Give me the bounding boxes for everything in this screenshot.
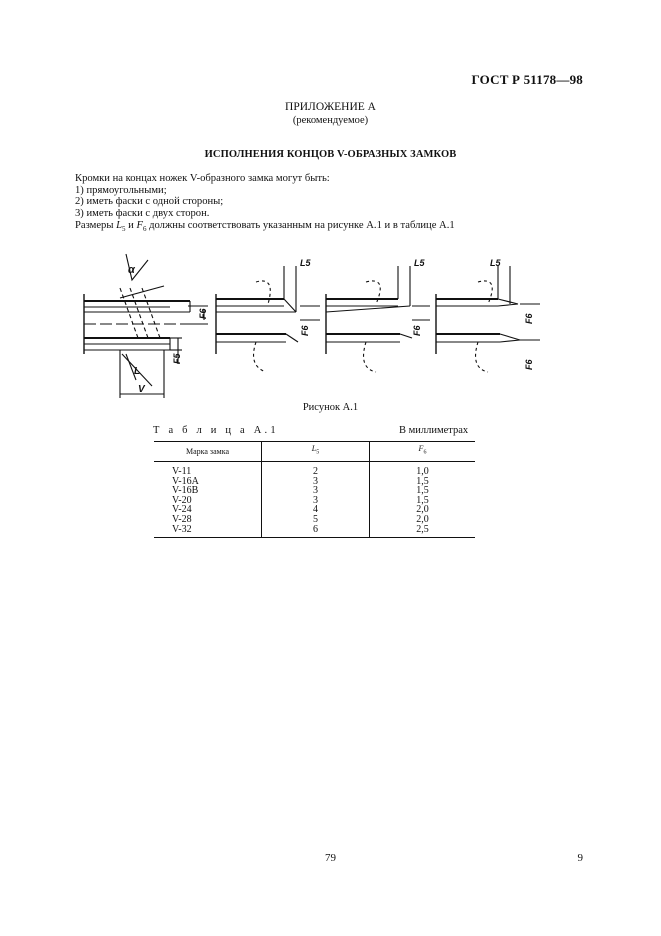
list-item: 2) иметь фаски с одной стороны; <box>75 196 224 208</box>
page-number: 79 <box>325 852 336 864</box>
header-f6 <box>370 442 476 462</box>
l5-label-view4: L5 <box>490 258 501 268</box>
f6-label-view4-bottom: F6 <box>524 359 534 370</box>
table-header-row <box>154 442 475 462</box>
list-item: 1) прямоугольными; <box>75 184 167 196</box>
table-row <box>154 525 475 538</box>
l5-label-view2: L5 <box>300 258 311 268</box>
header-f-sub: 6 <box>423 450 427 456</box>
cell-l5: 2 <box>262 462 370 477</box>
cell-mark: V-11 <box>172 466 192 477</box>
f6-label-view4-top: F6 <box>524 313 534 324</box>
f6-symbol: F <box>136 219 143 231</box>
view-rectangular-ends <box>216 258 320 372</box>
view-two-side-chamfer <box>436 258 540 372</box>
sizes-suffix: должны соответствовать указанным на рисунке А.1 и в таблице А.1 <box>146 219 455 231</box>
l-label: L <box>134 366 141 377</box>
l5-label-view3: L5 <box>414 258 425 268</box>
cell-mark: V-24 <box>172 504 192 516</box>
l5-subscript: 5 <box>122 224 126 233</box>
list-item: 3) иметь фаски с двух сторон. <box>75 208 210 220</box>
cell-f6: 1,5 <box>370 496 476 506</box>
f6-label-view3: F6 <box>412 325 422 336</box>
cell-f6: 2,5 <box>370 525 476 538</box>
table-row <box>154 462 475 477</box>
sheet-number: 9 <box>577 852 583 864</box>
sizes-prefix: Размеры <box>75 219 117 231</box>
f6-subscript: 6 <box>142 224 147 233</box>
cell-mark: V-20 <box>172 494 192 506</box>
cell-l5: 6 <box>262 525 370 538</box>
appendix-subtitle: (рекомендуемое) <box>292 115 369 126</box>
appendix-title: ПРИЛОЖЕНИЕ А <box>285 101 376 113</box>
cell-l5: 4 <box>262 505 370 515</box>
figure-caption: Рисунок А.1 <box>302 402 359 413</box>
f6-label-view2: F6 <box>300 325 310 336</box>
cell-f6: 1,0 <box>370 462 476 477</box>
body-text <box>75 173 595 236</box>
cell-f6: 2,0 <box>370 505 476 515</box>
v-label: V <box>138 384 145 395</box>
cell-l5: 3 <box>262 496 370 506</box>
cell-f6: 2,0 <box>370 515 476 525</box>
view-assembled <box>84 254 208 398</box>
cell-f6: 1,5 <box>370 477 476 487</box>
table-label: Т а б л и ц а А.1 <box>153 425 279 436</box>
cell-mark: V-28 <box>172 513 192 525</box>
table-units: В миллиметрах <box>399 425 469 436</box>
cell-mark: V-32 <box>154 525 262 538</box>
l5-symbol: L <box>116 219 123 231</box>
lock-sizes-table <box>154 441 475 538</box>
standard-code: ГОСТ Р 51178—98 <box>471 72 583 87</box>
sizes-paragraph <box>75 220 595 236</box>
alpha-label: α <box>128 264 135 276</box>
cell-l5: 3 <box>262 486 370 496</box>
f6-label-view1: F6 <box>198 308 208 319</box>
header-l5 <box>262 442 370 462</box>
view-one-side-chamfer <box>326 258 430 372</box>
section-title: ИСПОЛНЕНИЯ КОНЦОВ V-ОБРАЗНЫХ ЗАМКОВ <box>204 149 457 160</box>
cell-l5: 3 <box>262 477 370 487</box>
header-f-symbol: F <box>418 444 424 454</box>
header-l-sub: 5 <box>316 450 320 456</box>
f5-label: F5 <box>172 353 182 364</box>
cell-mark: V-16B <box>172 485 199 497</box>
appendix-heading <box>0 101 661 127</box>
cell-l5: 5 <box>262 515 370 525</box>
intro-paragraph: Кромки на концах ножек V-образного замка могут быть: <box>75 173 330 184</box>
cell-f6: 1,5 <box>370 486 476 496</box>
cell-mark: V-16A <box>172 475 199 487</box>
header-l-symbol: L <box>311 444 317 454</box>
figure-a1-drawing <box>70 246 560 402</box>
sizes-conj: и <box>125 219 137 231</box>
header-mark: Марка замка <box>154 442 262 462</box>
